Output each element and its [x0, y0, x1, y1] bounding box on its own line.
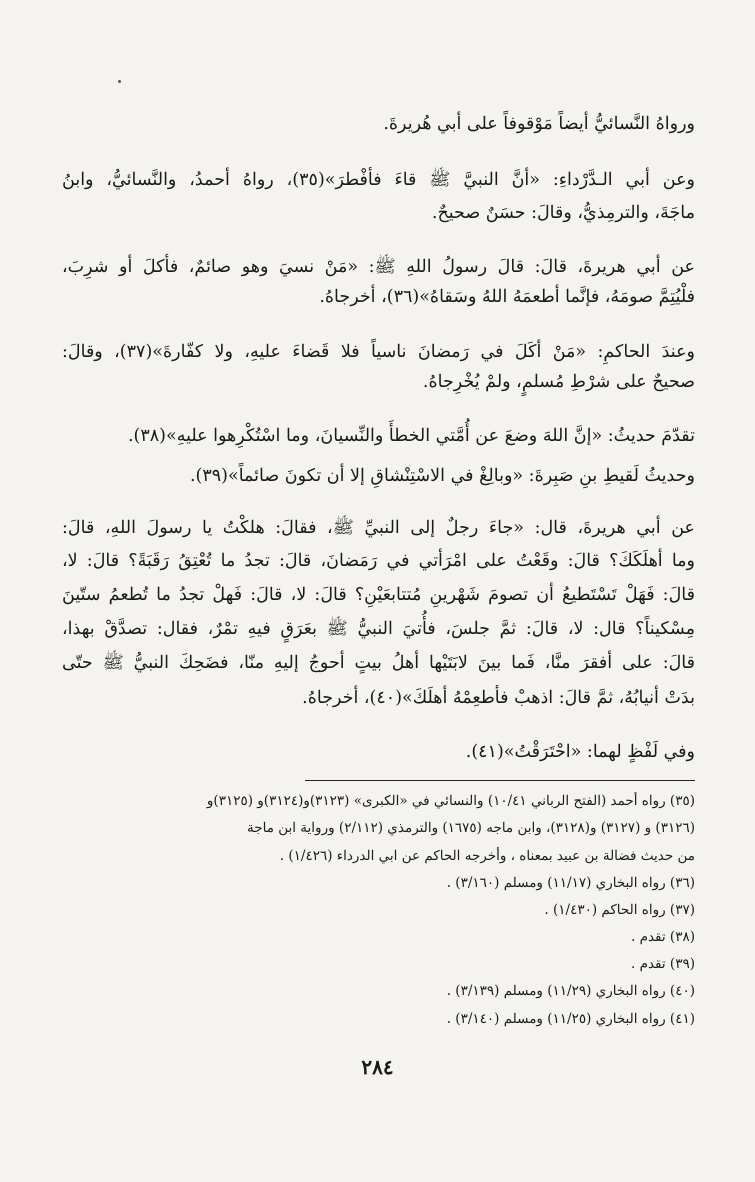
- body-line: وعن أبي الـدَّرْداءِ: «أنَّ النبيَّ ﷺ قاءَ فأفْطرَ»(٣٥)، رواهُ أحمدُ، والنَّسائيُّ، وابنُ: [62, 170, 695, 190]
- footnote-line: (٣٦) رواه البخاري (١١/١٧) ومسلم (٣/١٦٠) .: [446, 875, 695, 891]
- body-line: قالَ: فَهَلْ تَسْتَطيعُ أن تصومَ شَهْرينِ مُتتابعَيْنِ؟ قالَ: لا، قالَ: فَهلْ تجدُ ما تُطعمُ ستّينَ: [62, 585, 695, 605]
- body-line: تقدّمَ حديثُ: «إنَّ اللهَ وضعَ عن أُمَّتي الخطأَ والنِّسيانَ، وما اسْتُكْرِهوا عليهِ»(٣٨).: [127, 426, 695, 446]
- body-line: بدَتْ أنيابُهُ، ثمَّ قالَ: اذهبْ فأطعِمْهُ أهلَكَ»(٤٠)، أخرجاهُ.: [302, 688, 695, 708]
- body-line: صحيحٌ على شرْطِ مُسلمٍ، ولمْ يُخْرِجاهُ.: [422, 372, 695, 392]
- body-line: ماجَةَ، والترمِذيُّ، وقالَ: حسَنٌ صحيحٌ.: [431, 203, 695, 223]
- footnote-divider: [305, 780, 695, 781]
- footnote-line: (٤١) رواه البخاري (١١/٢٥) ومسلم (٣/١٤٠) .: [446, 1011, 695, 1027]
- footnote-line: (٣٥) رواه أحمد (الفتح الرباني ١٠/٤١) والنسائي في «الكبرى» (٣١٢٣)و(٣١٢٤)و (٣١٢٥)و: [206, 793, 695, 809]
- footnote-line: (٣٧) رواه الحاكم (١/٤٣٠) .: [544, 902, 695, 918]
- body-line: وعندَ الحاكمِ: «مَنْ أكَلَ في رَمضانَ ناسياً فلا قَضاءَ عليهِ، ولا كفّارةَ»(٣٧)، وقالَ:: [62, 342, 695, 362]
- speck-mark: [118, 80, 121, 83]
- footnote-line: (٣٩) تقدم .: [631, 956, 695, 972]
- footnote-line: (٤٠) رواه البخاري (١١/٢٩) ومسلم (٣/١٣٩) .: [446, 983, 695, 999]
- body-line: ورواهُ النَّسائيُّ أيضاً مَوْقوفاً على أبي هُريرةَ.: [383, 114, 695, 134]
- footnote-line: من حديث فضالة بن عبيد بمعناه ، وأخرجه الحاكم عن ابي الدرداء (١/٤٢٦) .: [279, 848, 695, 864]
- body-line: وحديثُ لَقيطِ بنِ صَبِرةَ: «وبالِغْ في الاسْتِنْشاقِ إلا أن تكونَ صائماً»(٣٩).: [189, 466, 695, 486]
- footnote-line: (٣١٢٦) و (٣١٢٧) و(٣١٢٨)، وابن ماجه (١٦٧٥) والترمذي (٢/١١٢) ورواية ابن ماجة: [247, 820, 695, 836]
- body-line: عن أبي هريرةَ، قالَ: قالَ رسولُ اللهِ ﷺ: «مَنْ نسيَ وهو صائمٌ، فأكلَ أو شرِبَ،: [62, 257, 695, 277]
- body-line: قالَ: على أفقرَ منَّا، فَما بينَ لابَتَيْها أهلُ بيتٍ أحوجُ إليهِ منّا، فضَحِكَ النبيُّ ﷺ حتّى: [62, 653, 695, 673]
- body-line: مِسْكيناً؟ قال: لا، قالَ: ثمَّ جلسَ، فأُتيَ النبيُّ ﷺ بعَرَقٍ فيهِ تمْرٌ، فقال: تصدَّقْ بهذا،: [62, 619, 695, 639]
- body-line: عن أبي هريرةَ، قال: «جاءَ رجلٌ إلى النبيِّ ﷺ، فقالَ: هلكْتُ يا رسولَ اللهِ، قالَ:: [62, 518, 695, 538]
- body-line: وما أهلَكَكَ؟ قالَ: وقَعْتُ على امْرَأتي في رَمَضانَ، قالَ: تجدُ ما تُعْتِقُ رَقَبَةً؟ قالَ: لا،: [62, 551, 695, 571]
- page-number: ٢٨٤: [361, 1055, 394, 1079]
- body-line: وفي لَفْظٍ لهما: «احْتَرَقْتُ»(٤١).: [465, 742, 695, 762]
- footnote-line: (٣٨) تقدم .: [631, 929, 695, 945]
- body-line: فلْيُتِمَّ صومَهُ، فإنَّما أطعمَهُ اللهُ وسَقاهُ»(٣٦)، أخرجاهُ.: [319, 287, 695, 307]
